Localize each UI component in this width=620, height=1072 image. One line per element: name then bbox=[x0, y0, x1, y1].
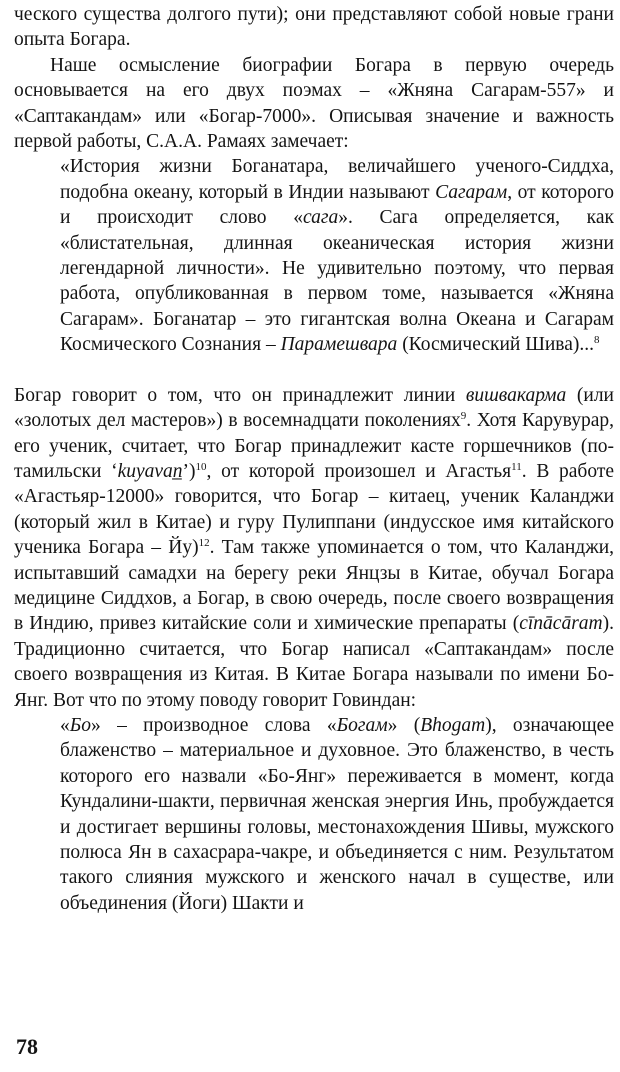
italic-term: Сагарам bbox=[435, 181, 508, 203]
text-run: , от которой произошел и Агастья bbox=[206, 460, 512, 482]
italic-term: вишвакарма bbox=[465, 384, 567, 406]
paragraph-quote bbox=[14, 154, 614, 357]
text-run: ), означающее блаженство – материальное и духовное. Это блаженство, в честь которого его назвали «Бо-Янг» переживается в момент, когда Кундалини-шакти, первичная женская энергия Инь, пробуждается и достигает вершины головы, местонахождения Шивы, мужского полюса Ян в сахасрара-чакре, и объединяется с ним. Результатом такого слияния мужского и женского начал в существе, или объединения (Йоги) Шакти и bbox=[60, 714, 614, 914]
page-number: 78 bbox=[16, 1034, 38, 1059]
text-run: » ( bbox=[387, 714, 421, 736]
text-run: ». Сага определяется, как «блистательная, длинная океаническая история жизни легендарной личности». Не удивительно поэтому, что первая работа, опубликованная в первом томе, называется «Жняна Сагарам». Боганатар – это гигантская волна Океана и Сагарам Космического Сознания – bbox=[60, 207, 614, 356]
footnote-ref: 9 bbox=[460, 410, 467, 423]
footnote-ref: 12 bbox=[198, 537, 210, 550]
text-run: (Космический Шива)... bbox=[397, 334, 595, 356]
text-run: Наше осмысление биографии Богара в первую очередь основывается на его двух поэмах – «Жняна Сагарам-557» и «Саптакандам» или «Богар-7000». Описывая значение и важность первой работы, С.А.А. Рамаях замечает: bbox=[14, 54, 614, 153]
footnote-ref: 11 bbox=[511, 460, 522, 473]
text-run: . Хотя Карувурар, его ученик, считает, что Богар принадлежит касте горшечников (по-тамильски ‘ bbox=[14, 410, 614, 482]
text-run: ). Традиционно считается, что Богар написал «Саптакандам» после своего возвращения из Китая. В Китае Богара называли по имени Бо-Янг. Вот что по этому поводу говорит Говиндан: bbox=[14, 613, 614, 711]
paragraph-body bbox=[14, 383, 614, 713]
text-run: « bbox=[60, 714, 70, 736]
text-run: . В работе «Агастьяр-12000» говорится, что Богар – китаец, ученик Каланджи (который жил в Китае) и гуру Пулиппани (индусское имя китайского ученика Богара – Йу) bbox=[14, 460, 615, 559]
text-run: , от которого и происходит слово « bbox=[60, 181, 614, 229]
paragraph-quote bbox=[14, 713, 614, 916]
paragraph-indent bbox=[14, 53, 614, 155]
text-run: (или «золотых дел мастеров») в восемнадцати поколениях bbox=[14, 384, 614, 432]
footnote-ref: 8 bbox=[594, 334, 600, 347]
text-run: «История жизни Боганатара, величайшего ученого-Сиддха, подобна океану, который в Индии называют bbox=[60, 156, 614, 203]
italic-term: Парамешвара bbox=[280, 334, 398, 356]
text-run: . Там также упоминается о том, что Каланджи, испытавший самадхи на берегу реки Янцзы в Китае, обучал Богара медицине Сиддхов, а Богар, в свою очередь, после своего возвращения в Индию, привез китайские соли и химические препараты ( bbox=[14, 537, 615, 635]
page-body bbox=[14, 2, 614, 1032]
text-run: Богар говорит о том, что он принадлежит линии bbox=[14, 384, 466, 406]
italic-term: сага bbox=[302, 207, 339, 229]
italic-term: Bhogam bbox=[420, 714, 486, 736]
text-run: ческого существа долгого пути); они представляют собой новые грани опыта Богара. bbox=[14, 4, 614, 51]
italic-term: Бо bbox=[69, 714, 92, 736]
italic-term: Богам bbox=[336, 714, 388, 736]
text-run: ’) bbox=[182, 460, 196, 482]
footnote-ref: 10 bbox=[195, 460, 207, 473]
italic-term: cīnācāram bbox=[519, 613, 603, 635]
italic-term: kuyavan̲ bbox=[117, 460, 183, 482]
text-run: » – производное слова « bbox=[91, 714, 337, 736]
paragraph-continuation bbox=[14, 2, 614, 53]
